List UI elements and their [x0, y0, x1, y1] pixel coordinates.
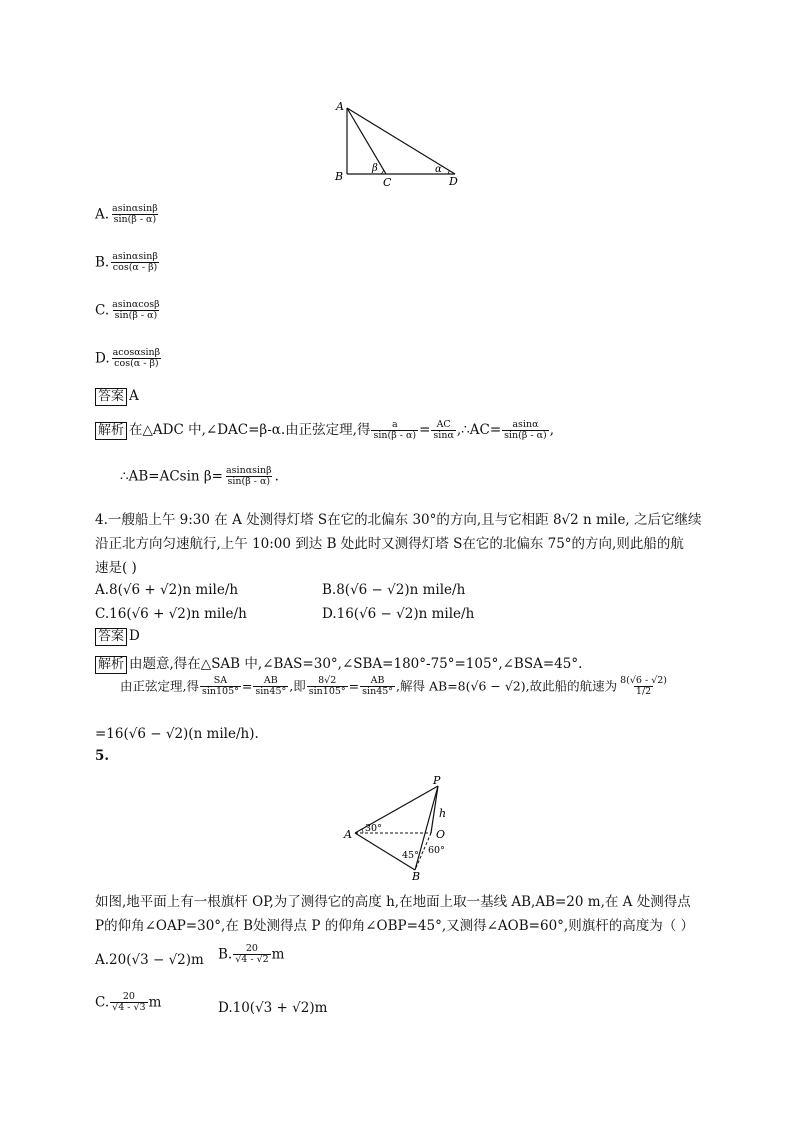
q5-stem-line2: P的仰角∠OAP=30°,在 B处测得点 P 的仰角∠OBP=45°,又测得∠AOB=60°,则旗杆的高度为（ ）	[95, 918, 694, 934]
fig2-label-A: A	[344, 828, 352, 841]
q4-analysis-line3: =16(√6 − √2)(n mile/h).	[95, 726, 259, 742]
q3-option-b: B. $\frac{asin\alpha\sin\beta}{\cos(\alpha - \beta)}$	[95, 251, 158, 274]
q4-answer: 答案 D	[95, 628, 140, 646]
q5-option-a: A.20(√3 − √2)m	[95, 952, 204, 968]
q5-option-b: B. $\frac{20}{√4 - √2}$ m	[218, 943, 285, 966]
fig2-label-h: h	[439, 807, 447, 820]
q4-stem-line3: 速是( )	[95, 560, 137, 576]
q3-analysis-line2: ∴AB=ACsin β= $\frac{asin\alpha\sin\beta}{\sin(\beta - \alpha)}$ .	[120, 465, 279, 488]
q4-analysis-line2: 由正弦定理,得 $\frac{SA}{\sin 105^\circ}$ = $\frac{AB}{\sin 45^\circ}$ ,即 $\frac{8√2}{\sin 105^\circ}$ = $\frac{AB}{\sin 45^\circ}$ ,解得 AB=8(√6 − √2),故此船的航速为 $\frac{8(√6 - √2)}{1/2}$	[120, 675, 668, 698]
q3-analysis-line1: 解析 在△ADC 中,∠DAC=β-α.由正弦定理,得 $\frac{a}{\sin(\beta - \alpha)}$ = $\frac{AC}{\sin\alpha}$ ,∴AC= $\frac{asin\alpha}{\sin(\beta - \alpha)}$ ,	[95, 418, 554, 441]
analysis-tag: 解析	[95, 422, 127, 440]
analysis-tag: 解析	[95, 656, 127, 674]
fig1-label-B: B	[335, 170, 344, 183]
q5-number: 5.	[95, 748, 110, 764]
answer-tag: 答案	[95, 628, 127, 646]
q4-stem-line2: 沿正北方向匀速航行,上午 10:00 到达 B 处此时又测得灯塔 S在它的北偏东 75°的方向,则此船的航	[95, 536, 684, 552]
q3-option-d: D. $\frac{acos\alpha\sin\beta}{\cos(\alpha - \beta)}$	[95, 347, 161, 370]
triangle-figure	[330, 96, 470, 191]
q5-option-d: D.10(√3 + √2)m	[218, 1000, 328, 1016]
q3-answer: 答案 A	[95, 388, 139, 406]
fig2-label-O: O	[436, 828, 446, 841]
fig1-label-A: A	[336, 100, 344, 113]
q5-option-c: C. $\frac{20}{√4 - √3}$ m	[95, 991, 162, 1014]
fig2-angle-45: 45°	[402, 850, 419, 861]
q4-stem-line1: 4.一艘船上午 9:30 在 A 处测得灯塔 S在它的北偏东 30°的方向,且与它相距 8√2 n mile, 之后它继续	[95, 512, 702, 528]
fig2-angle-30: 30°	[365, 823, 382, 834]
q5-stem-line1: 如图,地平面上有一根旗杆 OP,为了测得它的高度 h,在地面上取一基线 AB,AB=20 m,在 A 处测得点	[95, 894, 691, 910]
fig2-label-P: P	[433, 774, 441, 787]
fig1-label-alpha: α	[435, 164, 442, 175]
q3-option-c: C. $\frac{asin\alpha\cos\beta}{\sin(\beta - \alpha)}$	[95, 299, 160, 322]
q4-option-c: C.16(√6 + √2)n mile/h	[95, 606, 247, 622]
fig2-angle-60: 60°	[428, 845, 445, 856]
answer-tag: 答案	[95, 388, 127, 406]
q4-option-b: B.8(√6 − √2)n mile/h	[322, 582, 466, 598]
q4-option-a: A.8(√6 + √2)n mile/h	[95, 582, 239, 598]
flagpole-figure	[340, 772, 460, 882]
fig2-label-B: B	[412, 870, 421, 882]
q4-option-d: D.16(√6 − √2)n mile/h	[322, 606, 475, 622]
fig1-label-beta: β	[372, 163, 378, 174]
fig1-label-C: C	[383, 176, 392, 189]
q4-analysis-line1: 解析 由题意,得在△SAB 中,∠BAS=30°,∠SBA=180°-75°=105°,∠BSA=45°.	[95, 652, 582, 674]
fig1-label-D: D	[449, 175, 458, 188]
q3-option-a: A. $\frac{asin\alpha\sin\beta}{\sin(\beta - \alpha)}$	[95, 203, 158, 226]
